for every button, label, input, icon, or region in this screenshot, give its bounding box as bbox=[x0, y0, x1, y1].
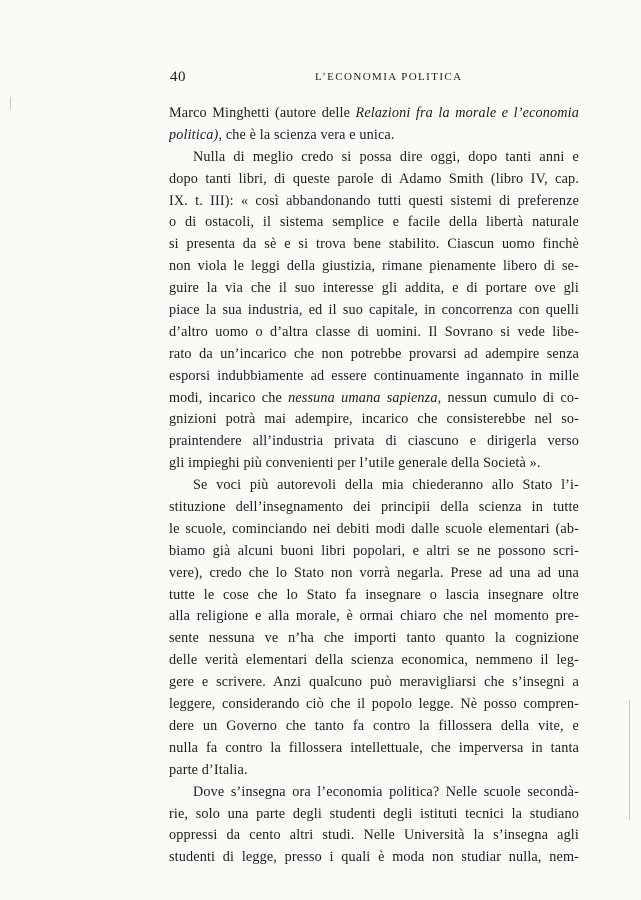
text-line bbox=[169, 497, 579, 519]
text-segment: piace la sua industria, ed il suo capitale, in concorrenza con quelli bbox=[169, 302, 579, 319]
text-line bbox=[169, 475, 579, 497]
text-segment: rie, solo una parte degli studenti degli istituti tecnici la studiano bbox=[169, 805, 579, 822]
text-segment: si presenta da sè e si trova bene stabilito. Ciascun uomo finchè bbox=[169, 236, 579, 253]
text-segment: leggere, considerando ciò che il popolo legge. Nè posso compren- bbox=[169, 696, 579, 713]
page-number: 40 bbox=[170, 69, 186, 85]
text-segment: o di ostacoli, il sistema semplice e facile della libertà naturale bbox=[169, 214, 579, 231]
text-segment: oppressi da cento altri studi. Nelle Università la s’insegna agli bbox=[169, 827, 579, 844]
italic-text: politica) bbox=[169, 126, 219, 143]
body-text bbox=[169, 103, 579, 869]
text-line bbox=[169, 541, 579, 563]
text-line bbox=[169, 125, 579, 147]
text-segment: esporsi indubbiamente ad essere continuamente ingannato in mille bbox=[169, 367, 579, 384]
text-segment: modi, incarico che bbox=[169, 389, 289, 406]
text-line bbox=[169, 103, 579, 125]
italic-text: Relazioni fra la morale e l’economia bbox=[355, 105, 579, 121]
running-head bbox=[170, 69, 578, 87]
text-line bbox=[169, 278, 579, 300]
text-segment: Dove s’insegna ora l’economia politica? Nelle scuole secondà- bbox=[193, 783, 579, 800]
text-line bbox=[169, 191, 579, 213]
text-line bbox=[169, 388, 579, 410]
text-segment: gnizioni potrà mai adempire, incarico che consisterebbe nel so- bbox=[169, 411, 579, 428]
text-line bbox=[169, 322, 579, 344]
text-segment: Marco Minghetti (autore delle bbox=[169, 105, 356, 121]
text-line bbox=[169, 672, 579, 694]
running-title: L’ECONOMIA POLITICA bbox=[315, 71, 463, 83]
text-line bbox=[169, 344, 579, 366]
text-line bbox=[169, 716, 579, 738]
text-segment: d’altro uomo o d’altra classe di uomini. Il Sovrano si vede libe- bbox=[169, 323, 579, 340]
text-segment: le scuole, cominciando nei debiti modi dalle scuole elementari (ab- bbox=[169, 520, 579, 537]
text-segment: sente nessuna ve n’ha che importi tanto quanto la cognizione bbox=[169, 630, 579, 647]
text-segment: dopo tanti libri, di queste parole di Adamo Smith (libro IV, cap. bbox=[169, 170, 579, 187]
text-line bbox=[169, 804, 579, 826]
text-line bbox=[169, 825, 579, 847]
text-segment: vere), credo che lo Stato non vorrà negarla. Prese ad una ad una bbox=[169, 564, 579, 581]
italic-text: nessuna umana sapienza bbox=[288, 389, 438, 406]
text-segment: , nessun cumulo di co- bbox=[437, 389, 579, 406]
text-segment: tutte le cose che lo Stato fa insegnare o lascia insegnare oltre bbox=[169, 586, 579, 603]
text-segment: delle verità elementari della scienza economica, nemmeno il leg- bbox=[169, 652, 579, 669]
text-segment: non viola le leggi della giustizia, rimane pienamente libero di se- bbox=[169, 258, 579, 275]
text-segment: studenti di legge, presso i quali è moda non studiar nulla, nem- bbox=[169, 849, 579, 866]
margin-mark-right bbox=[629, 700, 630, 820]
text-line bbox=[169, 169, 579, 191]
text-line bbox=[169, 431, 579, 453]
text-segment: , che è la scienza vera e unica. bbox=[218, 126, 395, 143]
text-segment: gli impieghi più convenienti per l’utile generale della Società ». bbox=[169, 455, 541, 472]
text-line bbox=[169, 782, 579, 804]
text-line bbox=[169, 847, 579, 869]
text-line bbox=[169, 234, 579, 256]
text-line bbox=[169, 606, 579, 628]
text-line bbox=[169, 519, 579, 541]
text-segment: Se voci più autorevoli della mia chiederanno allo Stato l’i- bbox=[193, 477, 579, 494]
text-segment: rato da un’incarico che non potrebbe provarsi ad adempire senza bbox=[169, 345, 579, 362]
text-line bbox=[169, 212, 579, 234]
text-line bbox=[169, 453, 579, 475]
text-segment: parte d’Italia. bbox=[169, 761, 248, 778]
text-segment: praintendere all’industria privata di ciascuno e dirigerla verso bbox=[169, 433, 579, 450]
text-line bbox=[169, 147, 579, 169]
text-line bbox=[169, 694, 579, 716]
text-line bbox=[169, 366, 579, 388]
text-line bbox=[169, 409, 579, 431]
text-segment: gere e scrivere. Anzi qualcuno può meravigliarsi che s’insegni a bbox=[169, 674, 579, 691]
text-segment: IX. t. III): « così abbandonando tutti questi sistemi di preferenze bbox=[169, 192, 579, 209]
text-line bbox=[169, 738, 579, 760]
text-segment: Nulla di meglio credo si possa dire oggi, dopo tanti anni e bbox=[193, 148, 579, 165]
text-line bbox=[169, 300, 579, 322]
text-segment: stituzione dell’insegnamento dei principii della scienza in tutte bbox=[169, 499, 579, 516]
text-line bbox=[169, 760, 579, 782]
text-line bbox=[169, 256, 579, 278]
margin-mark-left bbox=[10, 97, 11, 109]
text-segment: nulla fa contro la fillossera intellettuale, che imperversa in tanta bbox=[169, 739, 579, 756]
text-segment: guire la via che il suo interesse gli addita, e di portare ove gli bbox=[169, 280, 579, 297]
text-segment: dere un Governo che tanto fa contro la fillossera della vite, e bbox=[169, 717, 579, 734]
text-line bbox=[169, 563, 579, 585]
text-segment: biamo già alcuni buoni libri popolari, e altri se ne possono scri- bbox=[169, 542, 579, 559]
text-line bbox=[169, 650, 579, 672]
text-segment: alla religione e alla morale, è ormai chiaro che nel momento pre- bbox=[169, 608, 579, 625]
text-line bbox=[169, 585, 579, 607]
text-line bbox=[169, 628, 579, 650]
